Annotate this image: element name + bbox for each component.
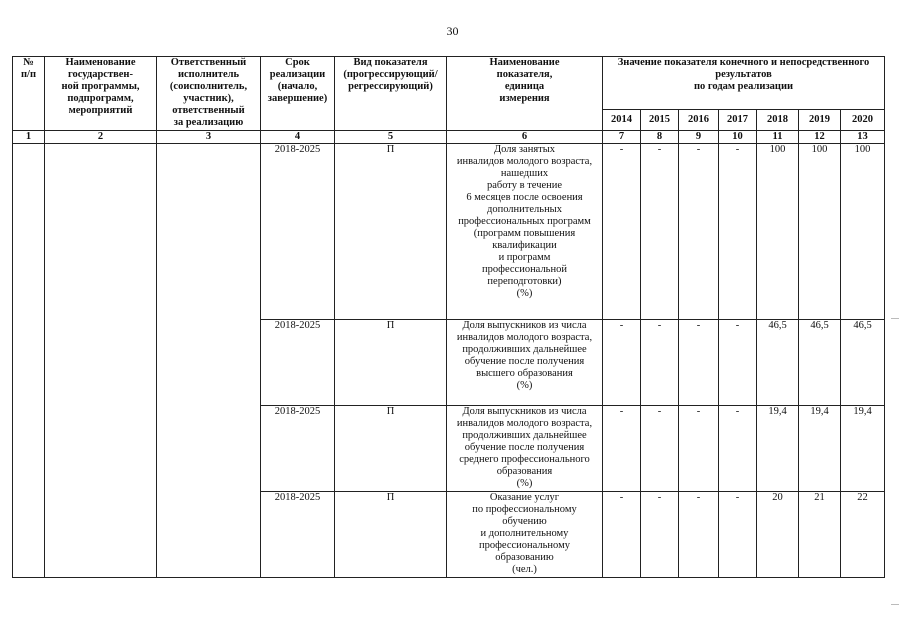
- header-executor: Ответственный исполнитель (соисполнитель, участник), ответственный за реализацию: [157, 57, 261, 131]
- column-numbers-row: [13, 131, 885, 144]
- cell-value: 100: [841, 144, 885, 320]
- cell-value: -: [719, 320, 757, 406]
- cell-type: П: [335, 492, 447, 578]
- header-year: 2019: [799, 110, 841, 131]
- cell-type: П: [335, 320, 447, 406]
- column-number: 12: [799, 131, 841, 144]
- indicators-table: [12, 56, 885, 578]
- cell-term: 2018-2025: [261, 320, 335, 406]
- cell-value: 100: [799, 144, 841, 320]
- cell-value: 19,4: [757, 406, 799, 492]
- header-indicator-type: Вид показателя (прогрессирующий/ регрессирующий): [335, 57, 447, 131]
- column-number: 13: [841, 131, 885, 144]
- header-year: 2014: [603, 110, 641, 131]
- cell-value: -: [603, 406, 641, 492]
- cell-value: 19,4: [841, 406, 885, 492]
- cell-indicator: Доля выпускников из числа инвалидов молодого возраста, продолживших дальнейшее обучение после получения среднего профессионального образования (%): [447, 406, 603, 492]
- column-number: 9: [679, 131, 719, 144]
- cell-value: 46,5: [757, 320, 799, 406]
- cell-value: 21: [799, 492, 841, 578]
- scan-margin-mark: [891, 604, 899, 605]
- cell-value: -: [719, 406, 757, 492]
- header-year: 2020: [841, 110, 885, 131]
- cell-value: -: [603, 144, 641, 320]
- cell-value: 19,4: [799, 406, 841, 492]
- cell-value: 46,5: [799, 320, 841, 406]
- cell-value: -: [719, 144, 757, 320]
- cell-program-name: [45, 144, 157, 578]
- cell-value: -: [679, 320, 719, 406]
- cell-value: -: [641, 144, 679, 320]
- header-program-name: Наименование государствен- ной программы, подпрограмм, мероприятий: [45, 57, 157, 131]
- cell-value: -: [679, 492, 719, 578]
- cell-term: 2018-2025: [261, 144, 335, 320]
- header-year: 2018: [757, 110, 799, 131]
- column-number: 8: [641, 131, 679, 144]
- cell-indicator: Оказание услуг по профессиональному обучению и дополнительному профессиональному образованию (чел.): [447, 492, 603, 578]
- column-number: 2: [45, 131, 157, 144]
- column-number: 4: [261, 131, 335, 144]
- cell-number: [13, 144, 45, 578]
- cell-term: 2018-2025: [261, 492, 335, 578]
- header-indicator-name: Наименование показателя, единица измерения: [447, 57, 603, 131]
- header-term: Срок реализации (начало, завершение): [261, 57, 335, 131]
- cell-value: -: [679, 144, 719, 320]
- cell-value: -: [603, 320, 641, 406]
- column-number: 7: [603, 131, 641, 144]
- header-year: 2015: [641, 110, 679, 131]
- cell-indicator: Доля выпускников из числа инвалидов молодого возраста, продолживших дальнейшее обучение после получения высшего образования (%): [447, 320, 603, 406]
- page-number: 30: [446, 24, 459, 38]
- cell-term: 2018-2025: [261, 406, 335, 492]
- header-number: № п/п: [13, 57, 45, 131]
- column-number: 11: [757, 131, 799, 144]
- header-year: 2016: [679, 110, 719, 131]
- cell-type: П: [335, 406, 447, 492]
- cell-value: -: [641, 406, 679, 492]
- cell-value: 20: [757, 492, 799, 578]
- cell-value: 46,5: [841, 320, 885, 406]
- cell-executor: [157, 144, 261, 578]
- cell-value: -: [641, 320, 679, 406]
- cell-type: П: [335, 144, 447, 320]
- scan-margin-mark: [891, 318, 899, 319]
- column-number: 3: [157, 131, 261, 144]
- header-year: 2017: [719, 110, 757, 131]
- column-number: 1: [13, 131, 45, 144]
- cell-value: -: [679, 406, 719, 492]
- header-values: Значение показателя конечного и непосредственного результатов по годам реализации: [603, 57, 885, 110]
- column-number: 10: [719, 131, 757, 144]
- cell-value: -: [603, 492, 641, 578]
- column-number: 6: [447, 131, 603, 144]
- column-number: 5: [335, 131, 447, 144]
- cell-value: 100: [757, 144, 799, 320]
- cell-value: -: [641, 492, 679, 578]
- header-row: [13, 57, 885, 110]
- table-row: [13, 144, 885, 320]
- cell-indicator: Доля занятых инвалидов молодого возраста, нашедших работу в течение 6 месяцев после освоения дополнительных профессиональных программ (программ повышения квалификации и программ профессиональной переподготовки) (%): [447, 144, 603, 320]
- cell-value: -: [719, 492, 757, 578]
- cell-value: 22: [841, 492, 885, 578]
